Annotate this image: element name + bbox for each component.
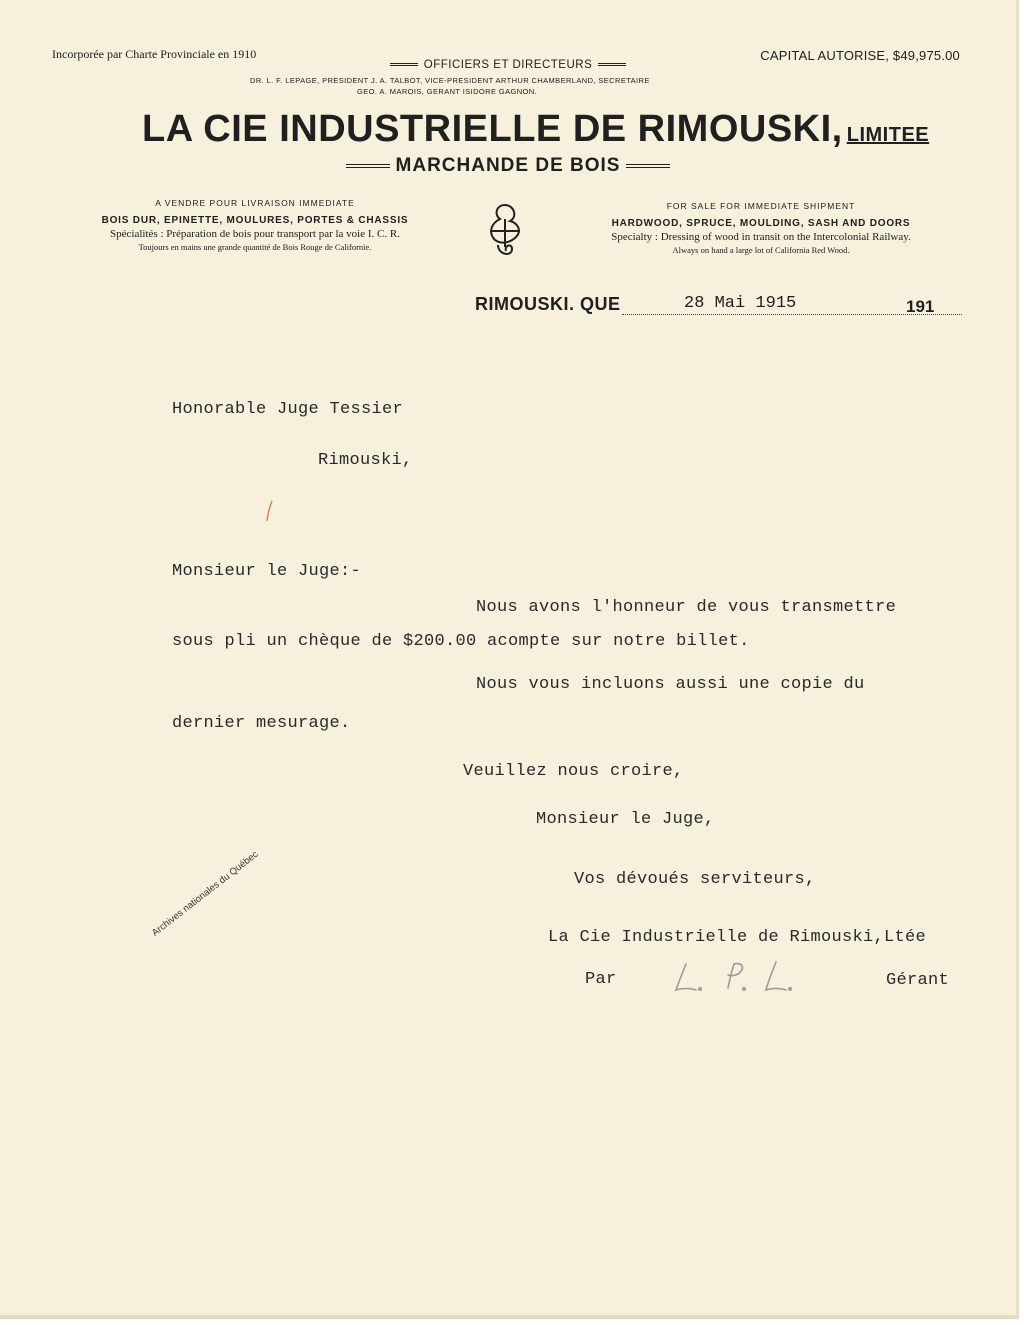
paragraph-1-line-1: Nous avons l'honneur de vous transmettre: [476, 598, 897, 617]
signer-title: Gérant: [886, 971, 950, 990]
company-name: [142, 108, 929, 151]
signatory-company: La Cie Industrielle de Rimouski,Ltée: [548, 928, 927, 947]
officers-title: OFFICIERS ET DIRECTEURS: [423, 59, 593, 71]
closing-line-2: Monsieur le Juge,: [536, 810, 715, 829]
trade-text: MARCHANDE DE BOIS: [395, 155, 621, 176]
closing-line-3: Vos dévoués serviteurs,: [574, 870, 816, 889]
right-specialty: Specialty : Dressing of wood in transit on the Intercolonial Railway.: [611, 231, 911, 243]
right-heading: FOR SALE FOR IMMEDIATE SHIPMENT: [666, 201, 856, 211]
paragraph-1-line-2: sous pli un chèque de $200.00 acompte sur notre billet.: [172, 632, 750, 651]
letterhead-left-column: [60, 198, 450, 252]
officers-line-2: GEO. A. MAROIS, GERANT ISIDORE GAGNON.: [357, 87, 538, 96]
archive-stamp: Archives nationales du Québec: [150, 849, 261, 939]
handwritten-signature: [672, 958, 802, 998]
company-suffix: LIMITEE: [846, 124, 930, 146]
trade-line: [0, 155, 1016, 177]
par-label: Par: [585, 970, 617, 989]
closing-line-1: Veuillez nous croire,: [463, 762, 684, 781]
officers-line-1: DR. L. F. LEPAGE, PRESIDENT J. A. TALBOT, VICE-PRESIDENT ARTHUR CHAMBERLAND, SECRETAIRE: [250, 76, 650, 85]
capital-text: CAPITAL AUTORISE, $49,975.00: [760, 48, 960, 63]
left-products: BOIS DUR, EPINETTE, MOULURES, PORTES & CHASSIS: [101, 215, 409, 226]
company-monogram-icon: [482, 201, 528, 265]
left-double-rule: [390, 63, 418, 66]
right-stock: Always on hand a large lot of California Red Wood.: [672, 245, 850, 255]
letterhead-right-column: [556, 201, 966, 255]
paragraph-2-line-1: Nous vous incluons aussi une copie du: [476, 675, 865, 694]
left-stock: Toujours en mains une grande quantité de Bois Rouge de Californie.: [138, 242, 372, 252]
pencil-mark-icon: [266, 500, 274, 522]
year-prefix: 191: [906, 297, 935, 316]
salutation: Monsieur le Juge:-: [172, 562, 362, 581]
addressee-city: Rimouski,: [318, 451, 413, 470]
addressee: Honorable Juge Tessier: [172, 400, 404, 419]
right-products: HARDWOOD, SPRUCE, MOULDING, SASH AND DOORS: [611, 218, 911, 229]
place-label: RIMOUSKI. QUE: [475, 294, 621, 314]
trade-left-rule: [346, 164, 390, 168]
paragraph-2-line-2: dernier mesurage.: [172, 714, 351, 733]
letter-date: 28 Mai 1915: [684, 294, 797, 313]
left-specialty: Spécialités : Préparation de bois pour transport par la voie I. C. R.: [110, 228, 400, 240]
trade-right-rule: [626, 164, 670, 168]
officers-heading: [0, 59, 1016, 71]
charter-text: Incorporée par Charte Provinciale en 1910: [52, 47, 257, 61]
right-double-rule: [598, 63, 626, 66]
left-heading: A VENDRE POUR LIVRAISON IMMEDIATE: [155, 198, 355, 208]
company-name-main: LA CIE INDUSTRIELLE DE RIMOUSKI,: [142, 108, 843, 150]
